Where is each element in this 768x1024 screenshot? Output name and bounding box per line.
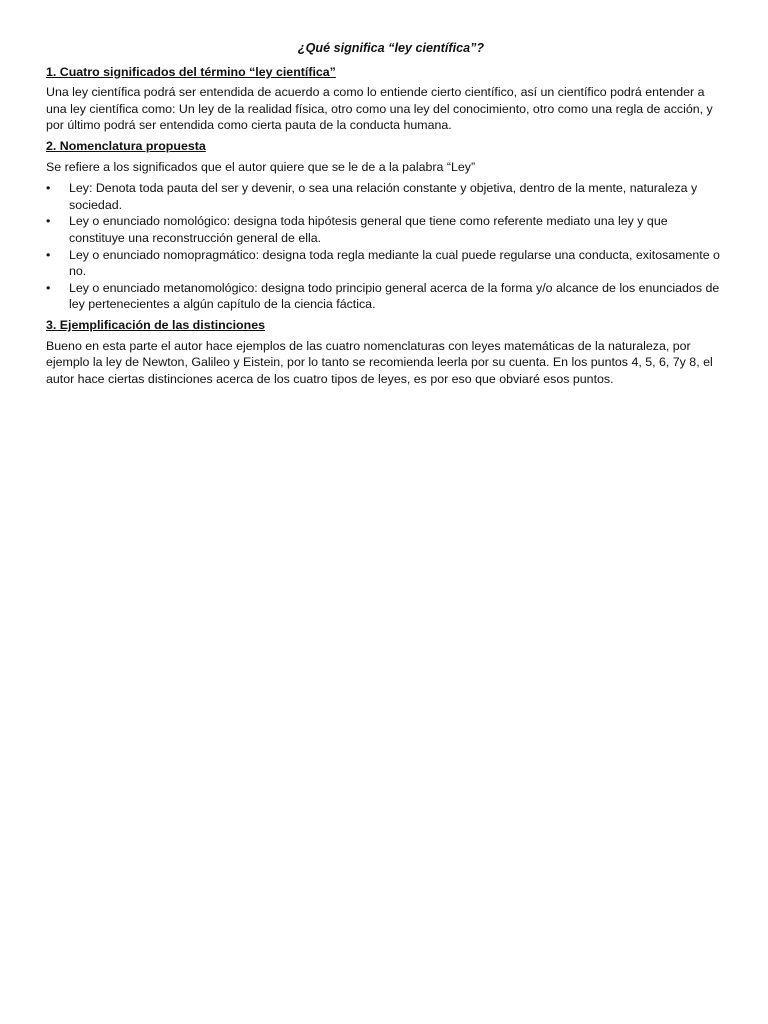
list-item	[46, 280, 726, 313]
section-heading-2: 2. Nomenclatura propuesta	[46, 138, 206, 153]
list-item	[46, 180, 726, 213]
list-item	[46, 213, 726, 246]
bullet-icon: •	[46, 181, 51, 196]
bullet-icon: •	[46, 214, 51, 229]
list-item	[46, 247, 726, 280]
section-paragraph-3: Bueno en esta parte el autor hace ejemplos de las cuatro nomenclaturas con leyes matemáticas de la naturaleza, por ejemplo la ley de Newton, Galileo y Eistein, por lo tanto se recomienda leerla por su cuenta. En los puntos 4, 5, 6, 7y 8, el autor hace ciertas distinciones acerca de los cuatro tipos de leyes, es por eso que obviaré esos puntos.	[46, 338, 713, 386]
bullet-icon: •	[46, 280, 51, 295]
list-item-text: Ley o enunciado nomopragmático: designa toda regla mediante la cual puede regularse una conducta, exitosamente o no.	[69, 247, 720, 279]
section-heading-3: 3. Ejemplificación de las distinciones	[46, 317, 265, 332]
section-paragraph-1: Una ley científica podrá ser entendida de acuerdo a como lo entiende cierto científico, así un científico podrá entender a una ley científica como: Un ley de la realidad física, otro como una ley del conocimiento, otro como una regla de acción, y por último podrá ser entendida como cierta pauta de la conducta humana.	[46, 85, 713, 133]
list-item-text: Ley o enunciado nomológico: designa toda hipótesis general que tiene como referente mediato una ley y que constituye una reconstrucción general de ella.	[69, 214, 668, 245]
section-paragraph-2: Se refiere a los significados que el autor quiere que se le de a la palabra “Ley”	[46, 159, 476, 174]
document-title: ¿Qué significa “ley científica”?	[297, 41, 485, 55]
document-page	[46, 40, 726, 391]
bullet-icon: •	[46, 247, 51, 262]
list-item-text: Ley: Denota toda pauta del ser y devenir, o sea una relación constante y objetiva, dentro de la mente, naturaleza y sociedad.	[69, 181, 698, 212]
nomenclature-bullet-list	[46, 180, 726, 313]
list-item-text: Ley o enunciado metanomológico: designa todo principio general acerca de la forma y/o alcance de los enunciados de ley pertenecientes a algún capítulo de la ciencia fáctica.	[69, 280, 720, 312]
section-heading-1: 1. Cuatro significados del término “ley científica”	[46, 64, 336, 79]
